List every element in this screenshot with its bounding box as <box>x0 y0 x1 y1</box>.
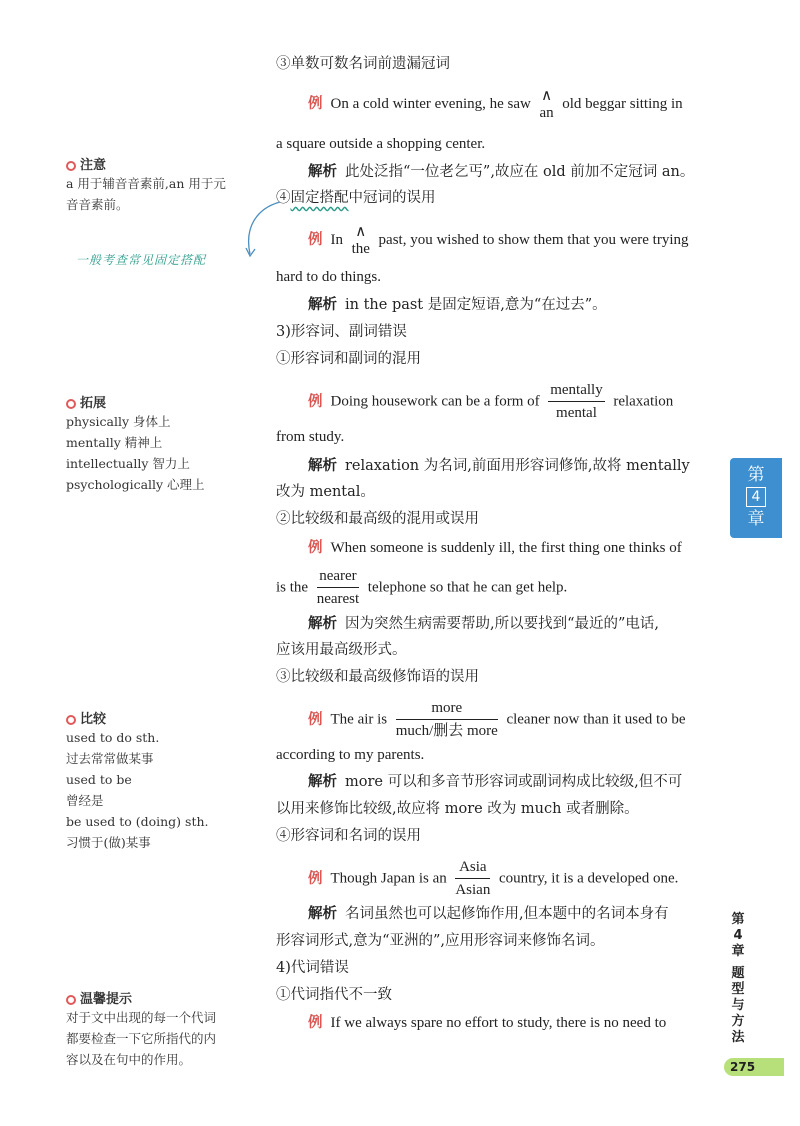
analysis-text: more 可以和多音节形容词或副词构成比较级,但不可 <box>345 774 683 790</box>
wrong-word: Asia <box>455 857 490 879</box>
insert-mark <box>352 222 370 258</box>
correction-fraction <box>317 566 359 609</box>
example-continuation: hard to do things. <box>276 269 381 285</box>
bullet-icon <box>66 399 76 409</box>
example-text: cleaner now than it used to be <box>506 711 686 728</box>
example-text: The air is <box>330 711 388 728</box>
example-text: On a cold winter evening, he saw <box>330 96 531 112</box>
example-continuation <box>276 566 567 609</box>
example-text: country, it is a developed one. <box>498 870 679 887</box>
bullet-icon <box>66 161 76 171</box>
vertical-char: 章 <box>731 944 745 959</box>
wrong-word: nearer <box>317 566 359 588</box>
vertical-char: 法 <box>731 1030 745 1045</box>
inserted-word: the <box>351 241 370 257</box>
wrong-word: more <box>396 698 498 720</box>
correct-word: mental <box>556 405 597 421</box>
example-label: 例 <box>308 393 323 410</box>
sidebar-note <box>66 154 226 215</box>
sidebar-line: intellectually 智力上 <box>66 456 190 471</box>
example-text: If we always spare no effort to study, there is no need to <box>330 1015 667 1031</box>
analysis-line <box>308 295 607 315</box>
section-heading: ③比较级和最高级修饰语的误用 <box>276 669 479 685</box>
analysis-label: 解析 <box>308 297 337 313</box>
vertical-char: 第 <box>731 912 745 927</box>
vertical-char: 与 <box>731 998 745 1013</box>
example-text: When someone is suddenly ill, the first thing one thinks of <box>330 540 682 556</box>
chapter-vertical-label <box>728 912 748 1046</box>
analysis-line <box>308 456 690 476</box>
example-continuation: from study. <box>276 429 345 445</box>
analysis-label: 解析 <box>308 164 337 180</box>
sidebar-line: used to be <box>66 772 132 787</box>
chapter-number-box: 4 <box>746 487 766 507</box>
analysis-text: 此处泛指“一位老乞丐”,故应在 old 前加不定冠词 an。 <box>345 164 695 180</box>
sidebar-expand <box>66 392 205 495</box>
example-line <box>308 698 686 741</box>
correct-word: nearest <box>316 591 360 607</box>
vertical-char: 题 <box>731 966 745 981</box>
sidebar-line: 容以及在句中的作用。 <box>66 1052 192 1067</box>
sidebar-title: 温馨提示 <box>80 992 133 1007</box>
handwritten-note: 一般考查常见固定搭配 <box>76 253 207 267</box>
example-text: relaxation <box>613 393 674 410</box>
example-text: In <box>330 232 343 248</box>
example-label: 例 <box>308 870 323 887</box>
sidebar-line: mentally 精神上 <box>66 435 163 450</box>
example-label: 例 <box>308 711 323 728</box>
analysis-label: 解析 <box>308 458 337 474</box>
analysis-line <box>308 614 659 634</box>
correction-fraction <box>455 857 490 900</box>
example-label: 例 <box>308 540 323 556</box>
example-continuation: according to my parents. <box>276 747 425 763</box>
chapter-tab <box>730 458 782 538</box>
caret-symbol: ∧ <box>541 86 553 104</box>
bullet-icon <box>66 715 76 725</box>
sidebar-tip <box>66 988 216 1070</box>
example-line <box>308 538 682 558</box>
analysis-line <box>308 162 694 182</box>
sidebar-title: 比较 <box>80 712 107 727</box>
example-continuation: a square outside a shopping center. <box>276 136 486 152</box>
analysis-continuation: 改为 mental。 <box>276 484 375 500</box>
sidebar-line: 音音素前。 <box>66 197 129 212</box>
analysis-continuation: 形容词形式,意为“亚洲的”,应用形容词来修饰名词。 <box>276 933 605 949</box>
page-number: 275 <box>730 1060 756 1074</box>
sidebar-line: 都要检查一下它所指代的内 <box>66 1031 217 1046</box>
sidebar-title: 拓展 <box>80 396 107 411</box>
sidebar-line: 对于文中出现的每一个代词 <box>66 1010 217 1025</box>
vertical-char: 方 <box>731 1014 745 1029</box>
vertical-char: 型 <box>731 982 745 997</box>
wavy-underlined-phrase: 固定搭配 <box>290 190 349 206</box>
section-heading: 3)形容词、副词错误 <box>276 324 407 340</box>
example-label: 例 <box>308 1015 323 1031</box>
annotation-arrow-icon <box>236 196 286 262</box>
sidebar-line: 过去常常做某事 <box>66 751 154 766</box>
inserted-word: an <box>539 105 554 121</box>
section-heading: ④形容词和名词的误用 <box>276 828 421 844</box>
heading-number: ④ <box>276 190 291 206</box>
example-line <box>308 222 689 258</box>
sidebar-line: physically 身体上 <box>66 414 171 429</box>
analysis-continuation: 以用来修饰比较级,故应将 more 改为 much 或者删除。 <box>276 801 639 817</box>
example-text: Doing housework can be a form of <box>330 393 540 410</box>
heading-rest: 中冠词的误用 <box>348 190 436 206</box>
example-text: old beggar sitting in <box>562 96 683 112</box>
section-heading <box>276 188 436 208</box>
sidebar-line: be used to (doing) sth. <box>66 814 209 829</box>
example-line <box>308 86 683 122</box>
analysis-line <box>308 904 669 924</box>
sidebar-line: used to do sth. <box>66 730 160 745</box>
correct-word: Asian <box>455 882 491 898</box>
example-text: Though Japan is an <box>330 870 447 887</box>
example-label: 例 <box>308 232 323 248</box>
analysis-continuation: 应该用最高级形式。 <box>276 642 407 658</box>
example-line <box>308 1013 666 1033</box>
chapter-tab-char: 章 <box>747 509 765 529</box>
analysis-label: 解析 <box>308 906 337 922</box>
sidebar-compare <box>66 708 209 853</box>
section-heading: ①代词指代不一致 <box>276 987 392 1003</box>
section-heading: ②比较级和最高级的混用或误用 <box>276 511 479 527</box>
analysis-line <box>308 772 682 792</box>
page-number-bar <box>724 1058 784 1076</box>
analysis-label: 解析 <box>308 616 337 632</box>
insert-mark <box>539 86 553 122</box>
example-line <box>308 857 678 900</box>
correction-fraction <box>396 698 498 741</box>
analysis-label: 解析 <box>308 774 337 790</box>
chapter-tab-char: 第 <box>747 465 765 485</box>
section-heading: ①形容词和副词的混用 <box>276 351 421 367</box>
analysis-text: 名词虽然也可以起修饰作用,但本题中的名词本身有 <box>345 906 669 922</box>
analysis-text: relaxation 为名词,前面用形容词修饰,故将 mentally <box>345 458 690 474</box>
analysis-text: in the past 是固定短语,意为“在过去”。 <box>345 297 607 313</box>
example-label: 例 <box>308 96 323 112</box>
sidebar-line: psychologically 心理上 <box>66 477 205 492</box>
example-text: past, you wished to show them that you were trying <box>378 232 689 248</box>
section-heading: 4)代词错误 <box>276 960 349 976</box>
correction-fraction <box>548 380 605 423</box>
example-text: is the <box>276 579 309 596</box>
example-line <box>308 380 673 423</box>
caret-symbol: ∧ <box>355 222 367 240</box>
analysis-text: 因为突然生病需要帮助,所以要找到“最近的”电话, <box>345 616 660 632</box>
vertical-char: 4 <box>733 928 743 943</box>
example-text: telephone so that he can get help. <box>367 579 568 596</box>
bullet-icon <box>66 995 76 1005</box>
sidebar-title: 注意 <box>80 158 107 173</box>
sidebar-line: a 用于辅音音素前,an 用于元 <box>66 176 226 191</box>
correct-word: much/删去 more <box>395 723 498 739</box>
sidebar-line: 习惯于(做)某事 <box>66 835 151 850</box>
section-heading: ③单数可数名词前遗漏冠词 <box>276 56 450 72</box>
sidebar-line: 曾经是 <box>66 793 104 808</box>
wrong-word: mentally <box>548 380 605 402</box>
